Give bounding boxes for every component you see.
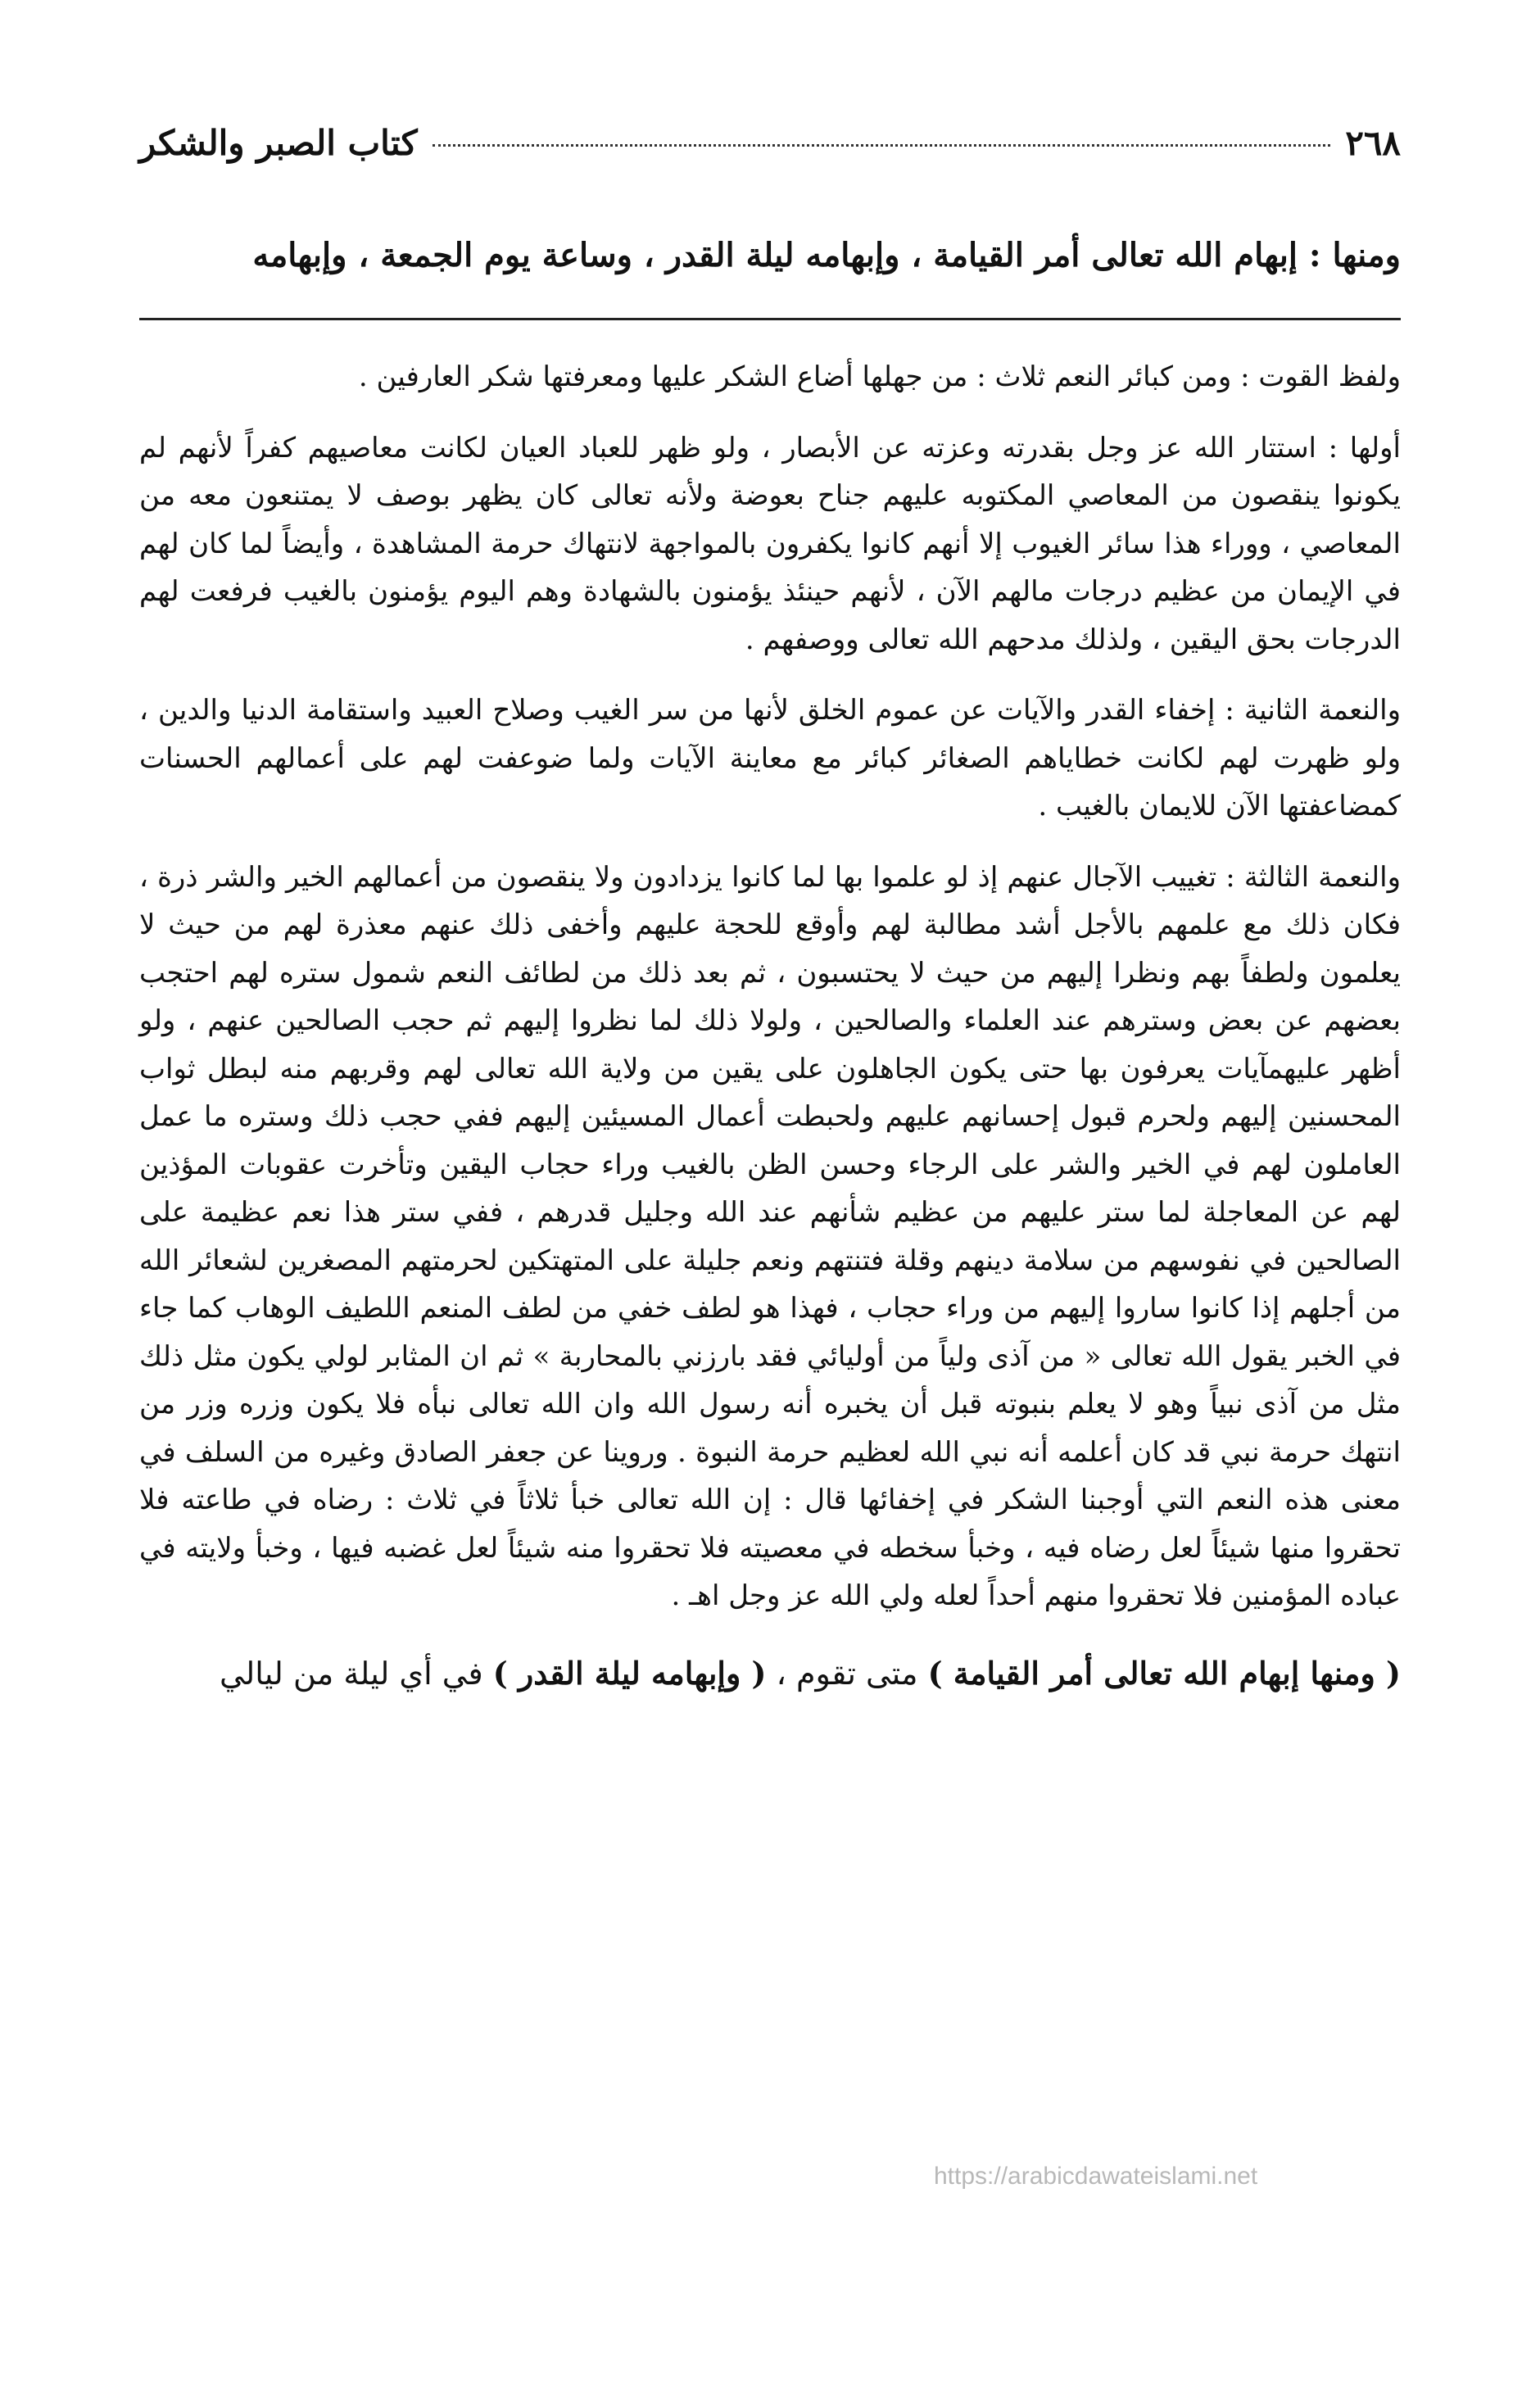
commentary-paragraph: والنعمة الثالثة : تغييب الآجال عنهم إذ لو علموا بها لما كانوا يزدادون ولا ينقصون من أعمالهم الخير والشر ذرة ، فكان ذلك مع علمهم بالأجل أشد مطالبة لهم وأوقع للحجة عليهم وأخفى ذلك عنهم معذرة لهم من حيث لا يعلمون ولطفاً بهم ونظرا إليهم من حيث لا يحتسبون ، ثم بعد ذلك من لطائف النعم شمول ستره لهم احتجب بعضهم عن بعض وسترهم عند العلماء والصالحين ، ولولا ذلك لما نظروا إليهم ثم حجب الصالحين عنهم ، ولو أظهر عليهمآيات يعرفون بها حتى يكون الجاهلون على يقين من ولاية الله تعالى لهم وقربهم منه لبطل ثواب المحسنين إليهم ولحرم قبول إحسانهم عليهم ولحبطت أعمال المسيئين إليهم ففي حجب ذلك وستره ما عمل العاملون لهم في الخير والشر على الرجاء وحسن الظن بالغيب وراء حجاب اليقين وتأخرت عقوبات المؤذين لهم عن المعاجلة لما ستر عليهم من عظيم شأنهم عند الله وجليل قدرهم ، ففي ستر هذا نعم عظيمة على الصالحين في نفوسهم من سلامة دينهم وقلة فتنتهم ونعم جليلة على المتهتكين لحرمتهم المصغرين لشعائر الله من أجلهم إذا كانوا ساروا إليهم من وراء حجاب ، فهذا هو لطف خفي من لطف المنعم اللطيف الوهاب كما جاء في الخبر يقول الله تعالى « من آذى ولياً من أوليائي فقد بارزني بالمحاربة » ثم ان المثابر لولي يكون مثل ذلك مثل من آذى نبياً وهو لا يعلم بنبوته قبل أن يخبره أنه رسول الله وان الله تعالى نبأه فلا يكون وزره وزر من انتهك حرمة نبي قد كان أعلمه أنه نبي الله لعظيم حرمة النبوة . وروينا عن جعفر الصادق وغيره من السلف في معنى هذه النعم التي أوجبنا الشكر في إخفائها قال : إن الله تعالى خبأ ثلاثاً في ثلاث : رضاه في طاعته فلا تحقروا منها شيئاً لعل رضاه فيه ، وخبأ سخطه في معصيته فلا تحقروا منه شيئاً لعل غضبه فيها ، وخبأ ولايته في عباده المؤمنين فلا تحقروا منهم أحداً لعله ولي الله عز وجل اهـ . — [139, 860, 1401, 1612]
main-text-top: ومنها : إبهام الله تعالى أمر القيامة ، وإبهامه ليلة القدر ، وساعة يوم الجمعة ، وإبهامه — [252, 236, 1401, 274]
book-title: كتاب الصبر والشكر — [139, 123, 418, 163]
commentary-paragraph: والنعمة الثانية : إخفاء القدر والآيات عن عموم الخلق لأنها من سر الغيب وصلاح العبيد واستقامة الدنيا والدين ، ولو ظهرت لهم لكانت خطاياهم الصغائر كبائر مع معاينة الآيات ولما ضوعفت لهم على أعمالهم الحسنات كمضاعفتها الآن للايمان بالغيب . — [139, 694, 1401, 822]
commentary-paragraph: ولفظ القوت : ومن كبائر النعم ثلاث : من جهلها أضاع الشكر عليها ومعرفتها شكر العارفين . — [358, 360, 1401, 393]
commentary — [139, 353, 1401, 1620]
header-dotted-leader — [433, 144, 1331, 147]
matn-sharh-1: متى تقوم ، — [766, 1655, 928, 1692]
main-text-bottom — [139, 1645, 1401, 1702]
watermark-url: https://arabicdawateislami.net — [934, 2163, 1258, 2190]
page-number: ٢٦٨ — [1345, 123, 1401, 163]
matn-quote-1: ( ومنها إبهام الله تعالى أمر القيامة ) — [927, 1654, 1401, 1692]
matn-quote-2: ( وإبهامه ليلة القدر ) — [492, 1654, 767, 1692]
commentary-paragraph: أولها : استتار الله عز وجل بقدرته وعزته عن الأبصار ، ولو ظهر للعباد العيان لكانت معاصيهم كفراً لأنهم لم يكونوا ينقصون من المعاصي المكتوبه عليهم جناح بعوضة ولأنه تعالى كان يظهر بوصف لا يمتنعون معه من المعاصي ، ووراء هذا سائر الغيوب إلا أنهم كانوا يكفرون بالمواجهة لانتهاك حرمة المشاهدة ، وأيضاً لما كان لهم في الإيمان من عظيم درجات مالهم الآن ، لأنهم حينئذ يؤمنون بالشهادة وهم اليوم يؤمنون بالغيب فرفعت لهم الدرجات بحق اليقين ، ولذلك مدحهم الله تعالى ووصفهم . — [139, 431, 1401, 656]
running-header — [139, 123, 1401, 188]
separator-rule — [139, 318, 1401, 320]
matn-sharh-2: في أي ليلة من ليالي — [220, 1655, 493, 1692]
book-page — [139, 123, 1401, 1702]
